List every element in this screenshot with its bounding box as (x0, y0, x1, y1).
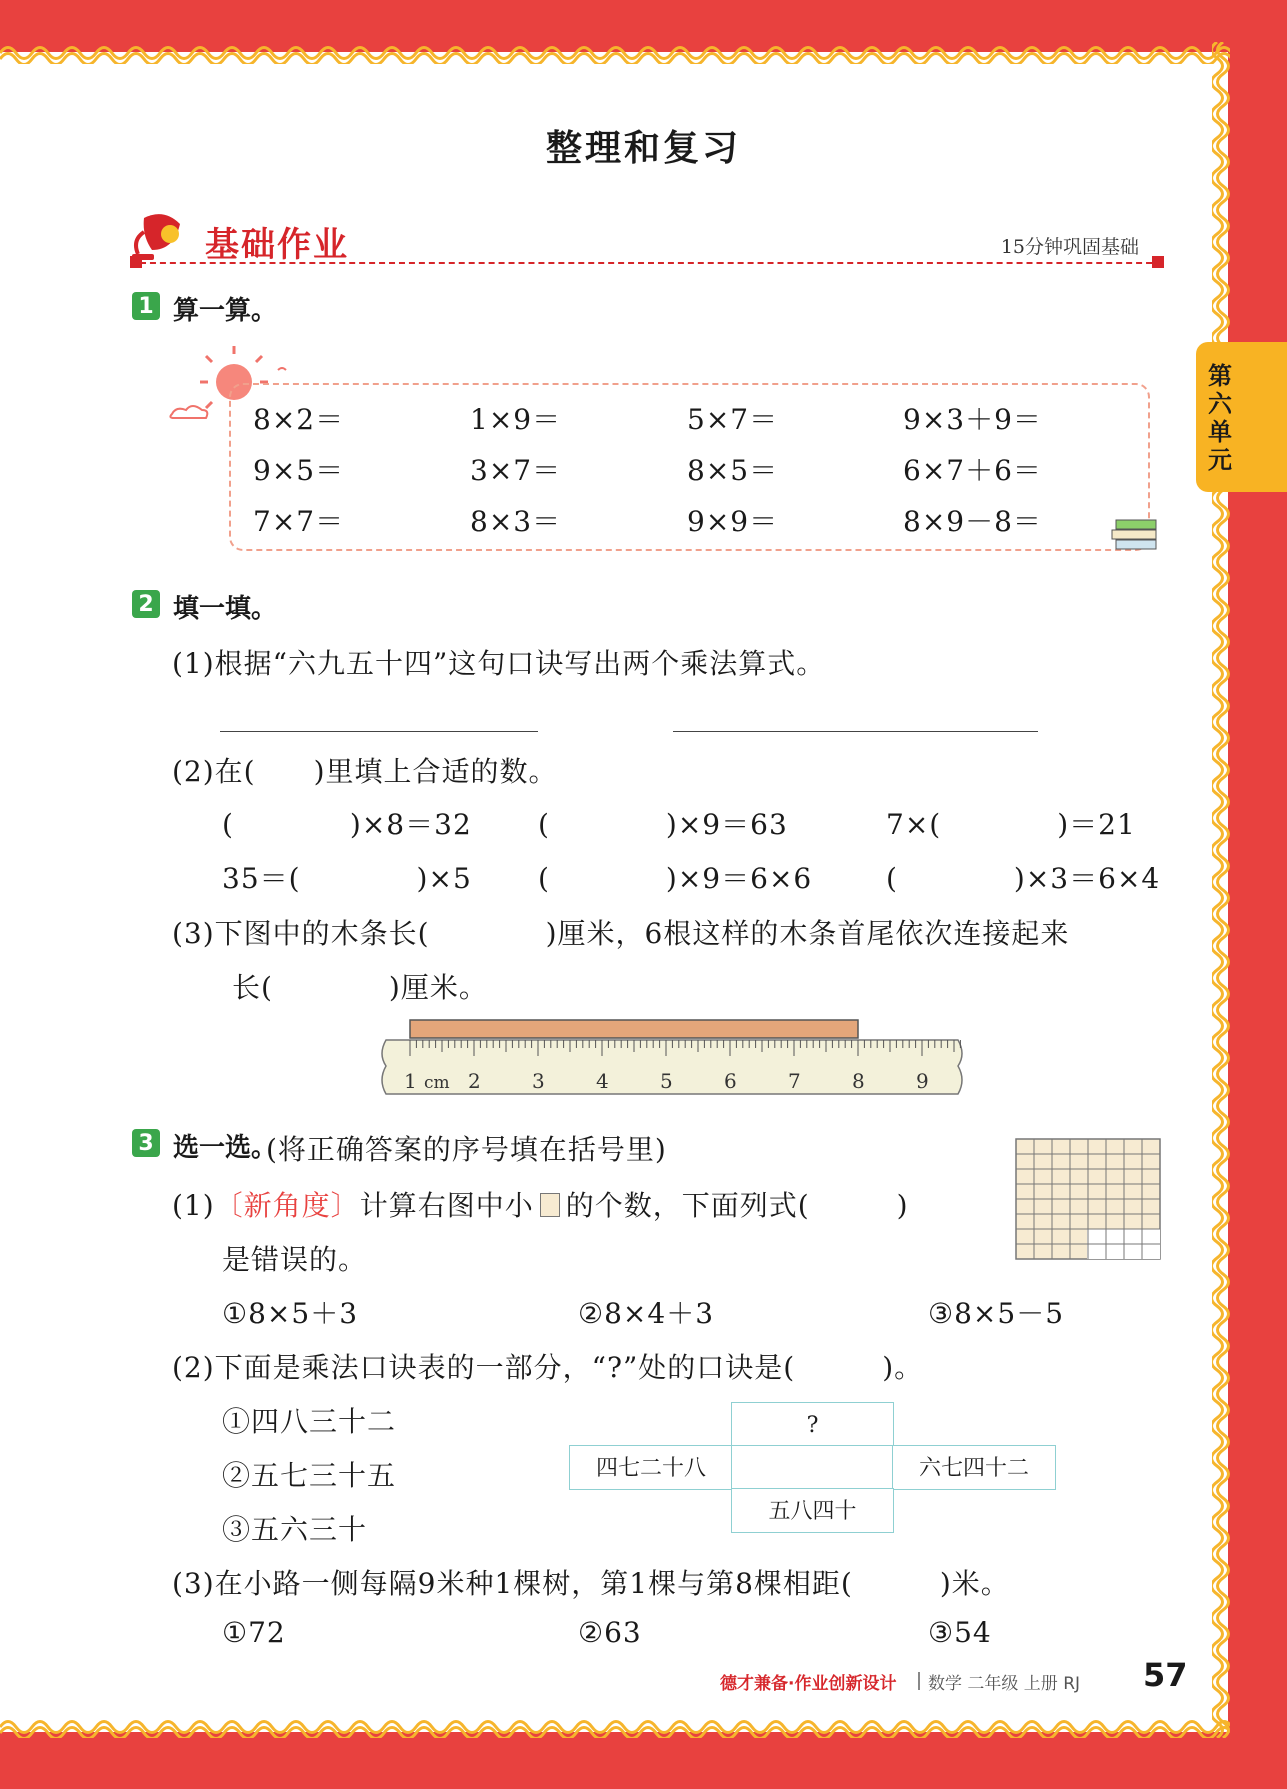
ruler-figure (380, 1014, 965, 1100)
footer-info: 数学 二年级 上册 RJ (928, 1674, 1081, 1694)
ruler-label: 1 (404, 1069, 417, 1093)
calc-item: 5×7＝ (687, 403, 779, 436)
section-subtitle: 15分钟巩固基础 (1000, 236, 1139, 258)
question-number: 2 (132, 590, 160, 618)
books-icon (1110, 518, 1162, 558)
table-cell-top: ? (731, 1402, 894, 1447)
fill-blank-item[interactable]: 7×( )＝21 (886, 808, 1136, 841)
table-cell-right: 六七四十二 (892, 1445, 1056, 1490)
question-number: 1 (132, 292, 160, 320)
fill-blank-item[interactable]: ( )×9＝6×6 (538, 862, 813, 895)
q3-part1-text-b: 的个数，下面列式( ) (565, 1189, 909, 1222)
option[interactable]: ①72 (222, 1616, 286, 1649)
answer-line[interactable] (673, 731, 1038, 732)
ruler-label: 6 (724, 1069, 737, 1093)
small-square-icon (540, 1193, 560, 1217)
calc-item: 6×7＋6＝ (903, 454, 1042, 487)
option[interactable]: ②五七三十五 (222, 1459, 397, 1492)
bottom-wavy-border (0, 1716, 1230, 1738)
new-angle-tag: 〔新角度〕 (214, 1189, 360, 1222)
option[interactable]: ①8×5＋3 (222, 1297, 359, 1330)
ruler-label: 8 (852, 1069, 865, 1093)
ruler-label: 5 (660, 1069, 673, 1093)
fill-blank-item[interactable]: ( )×3＝6×4 (886, 862, 1161, 895)
section-divider (140, 262, 1162, 264)
footer-separator (918, 1672, 920, 1690)
q3-part1-prefix: (1) (172, 1189, 215, 1222)
footer-brand: 德才兼备·作业创新设计 (720, 1674, 897, 1694)
top-wavy-border (0, 42, 1230, 64)
option[interactable]: ①四八三十二 (222, 1405, 397, 1438)
q3-part3: (3)在小路一侧每隔9米种1棵树，第1棵与第8棵相距( )米。 (172, 1567, 1010, 1600)
q2-part1: (1)根据“六九五十四”这句口诀写出两个乘法算式。 (172, 647, 826, 680)
option[interactable]: ②8×4＋3 (578, 1297, 715, 1330)
table-cell-bottom: 五八四十 (731, 1488, 894, 1533)
question-title: 选一选。 (173, 1133, 278, 1163)
page-number: 57 (1143, 1656, 1188, 1694)
ruler-label: 9 (916, 1069, 929, 1093)
calc-item: 8×3＝ (470, 505, 562, 538)
answer-line[interactable] (220, 731, 538, 732)
calc-item: 1×9＝ (470, 403, 562, 436)
ruler-label: 4 (596, 1069, 609, 1093)
calc-item: 3×7＝ (470, 454, 562, 487)
q3-part1-line2: 是错误的。 (222, 1243, 368, 1276)
fill-blank-item[interactable]: 35＝( )×5 (222, 862, 472, 895)
q3-part1-text-a: 计算右图中小 (359, 1189, 534, 1222)
calc-item: 8×2＝ (253, 403, 345, 436)
option[interactable]: ③8×5－5 (928, 1297, 1065, 1330)
ruler-unit: cm (424, 1073, 450, 1093)
wooden-stick (410, 1020, 858, 1038)
q2-part2: (2)在( )里填上合适的数。 (172, 755, 558, 788)
question-note: (将正确答案的序号填在括号里) (266, 1133, 667, 1166)
q2-part3: (3)下图中的木条长( )厘米，6根这样的木条首尾依次连接起来 (172, 917, 1070, 950)
calc-item: 9×5＝ (253, 454, 345, 487)
fill-blank-item[interactable]: ( )×9＝63 (538, 808, 788, 841)
q2-part3-line2: 长( )厘米。 (232, 971, 488, 1004)
calc-item: 9×3＋9＝ (903, 403, 1042, 436)
calc-item: 8×9－8＝ (903, 505, 1042, 538)
ruler-label: 2 (468, 1069, 481, 1093)
question-title: 算一算。 (173, 296, 278, 326)
divider-end-left (130, 256, 142, 268)
option[interactable]: ③54 (928, 1616, 992, 1649)
unit-tab-label: 第六单元 (1208, 362, 1232, 474)
option[interactable]: ②63 (578, 1616, 642, 1649)
grid-figure (1015, 1138, 1161, 1260)
calc-item: 9×9＝ (687, 505, 779, 538)
option[interactable]: ③五六三十 (222, 1513, 368, 1546)
ruler-label: 7 (788, 1069, 801, 1093)
table-cell-center (731, 1445, 894, 1490)
calc-item: 8×5＝ (687, 454, 779, 487)
question-title: 填一填。 (173, 594, 278, 624)
q3-part2: (2)下面是乘法口诀表的一部分，“?”处的口诀是( )。 (172, 1351, 924, 1384)
section-title: 基础作业 (205, 225, 349, 265)
calc-item: 7×7＝ (253, 505, 345, 538)
divider-end-right (1152, 256, 1164, 268)
right-wavy-border (1212, 42, 1234, 1738)
question-number: 3 (132, 1129, 160, 1157)
ruler-label: 3 (532, 1069, 545, 1093)
fill-blank-item[interactable]: ( )×8＝32 (222, 808, 472, 841)
table-cell-left: 四七二十八 (569, 1445, 733, 1490)
q3-part1 (172, 1184, 909, 1224)
page-title: 整理和复习 (545, 128, 741, 169)
